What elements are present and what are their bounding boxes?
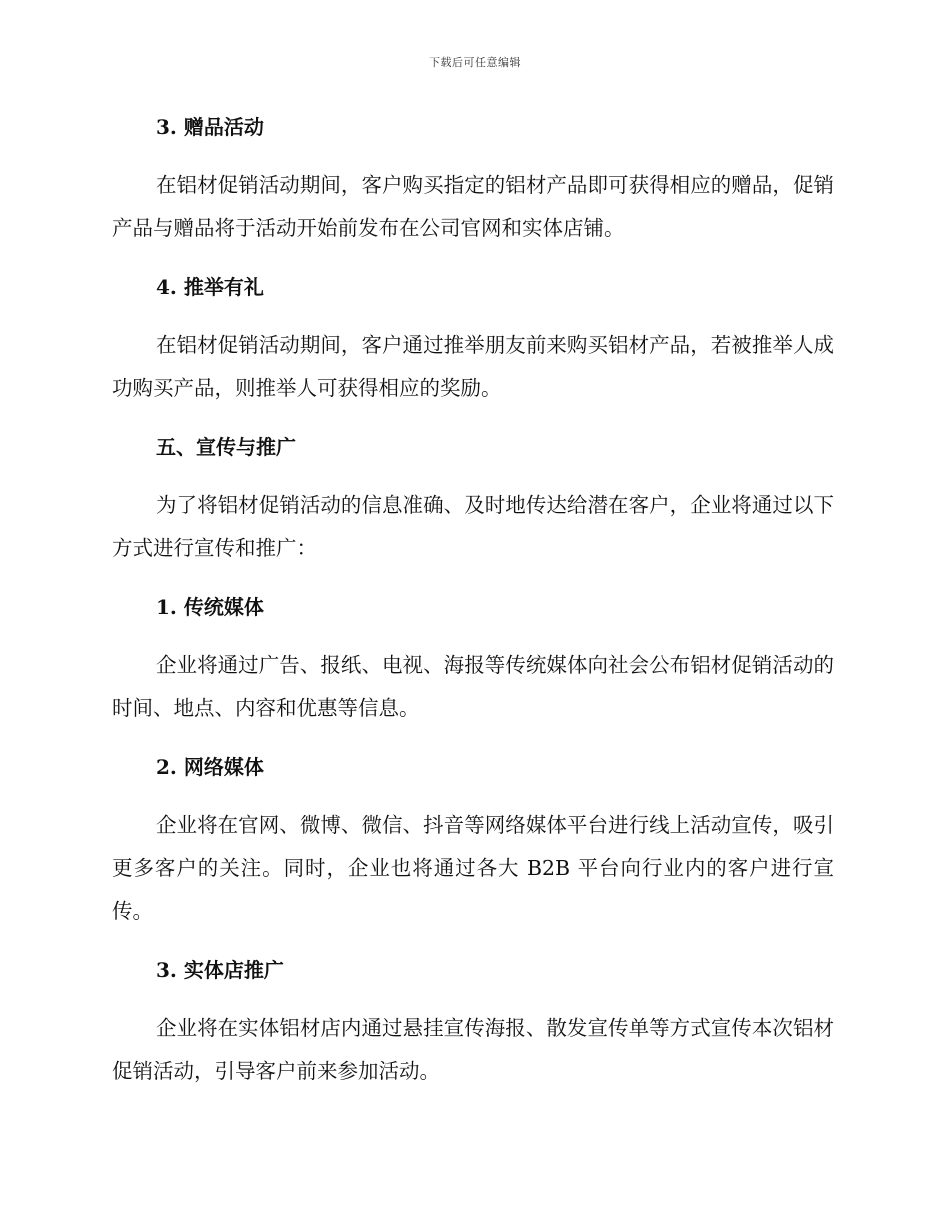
heading-online-media: 2. 网络媒体 <box>156 755 264 779</box>
document-body <box>112 112 834 1093</box>
paragraph-traditional-media: 企业将通过广告、报纸、电视、海报等传统媒体向社会公布铝材促销活动的时间、地点、内容和优惠等信息。 <box>112 653 834 720</box>
heading-gift-activity: 3. 赠品活动 <box>156 115 264 139</box>
paragraph-gift-activity: 在铝材促销活动期间，客户购买指定的铝材产品即可获得相应的赠品，促销产品与赠品将于活动开始前发布在公司官网和实体店铺。 <box>112 173 834 240</box>
paragraph-store-promotion: 企业将在实体铝材店内通过悬挂宣传海报、散发宣传单等方式宣传本次铝材促销活动，引导客户前来参加活动。 <box>112 1016 834 1083</box>
paragraph-referral-reward: 在铝材促销活动期间，客户通过推举朋友前来购买铝材产品，若被推举人成功购买产品，则推举人可获得相应的奖励。 <box>112 333 834 400</box>
paragraph-online-media: 企业将在官网、微博、微信、抖音等网络媒体平台进行线上活动宣传，吸引更多客户的关注。同时，企业也将通过各大 B2B 平台向行业内的客户进行宣传。 <box>112 813 834 923</box>
heading-promotion: 五、宣传与推广 <box>156 435 296 459</box>
heading-referral-reward: 4. 推举有礼 <box>156 275 264 299</box>
paragraph-promotion-intro: 为了将铝材促销活动的信息准确、及时地传达给潜在客户，企业将通过以下方式进行宣传和推广： <box>112 493 834 560</box>
heading-traditional-media: 1. 传统媒体 <box>156 595 264 619</box>
page-header: 下载后可任意编辑 <box>429 56 521 69</box>
heading-store-promotion: 3. 实体店推广 <box>156 958 284 982</box>
